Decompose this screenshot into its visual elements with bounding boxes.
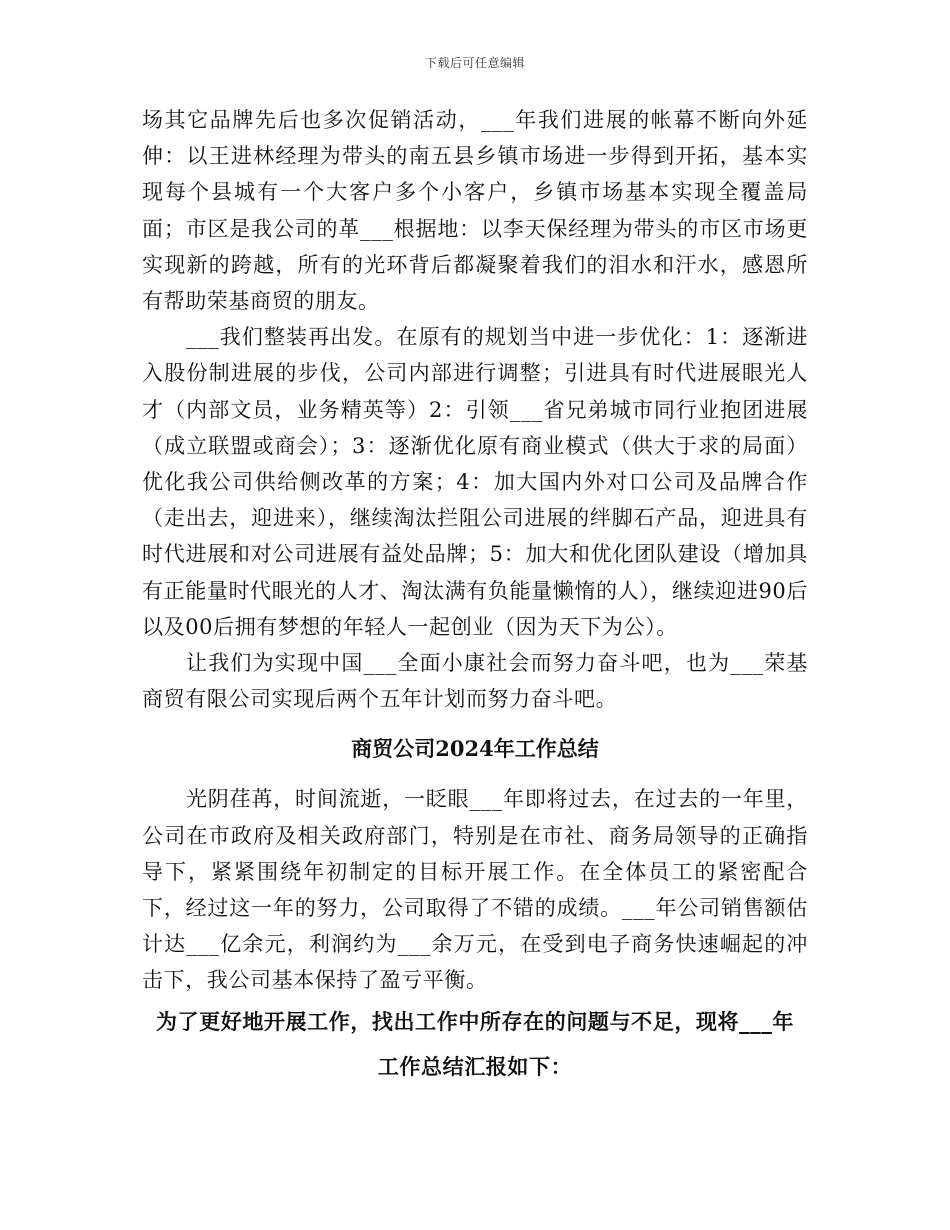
section-paragraph-1: 光阴荏苒，时间流逝，一眨眼___年即将过去，在过去的一年里，公司在市政府及相关政府部门，特别是在市社、商务局领导的正确指导下，紧紧围绕年初制定的目标开展工作。在全体员工的紧密配合下，经过这一年的努力，公司取得了不错的成绩。___年公司销售额估计达___亿余元，利润约为___余万元，在受到电子商务快速崛起的冲击下，我公司基本保持了盈亏平衡。 [142, 787, 808, 993]
body-paragraph-3: 让我们为实现中国___全面小康社会而努力奋斗吧，也为___荣基商贸有限公司实现后两个五年计划而努力奋斗吧。 [142, 651, 808, 712]
document-body [142, 102, 808, 1089]
body-paragraph-1: 场其它品牌先后也多次促销活动，___年我们进展的帐幕不断向外延伸：以王进林经理为带头的南五县乡镇市场进一步得到开拓，基本实现每个县城有一个大客户多个小客户，乡镇市场基本实现全覆盖局面；市区是我公司的革___根据地：以李天保经理为带头的市区市场更实现新的跨越，所有的光环背后都凝聚着我们的泪水和汗水，感恩所有帮助荣基商贸的朋友。 [142, 108, 808, 314]
section-bold-statement: 为了更好地开展工作，找出工作中所存在的问题与不足，现将___年工作总结汇报如下： [155, 1008, 795, 1079]
body-paragraph-2: ___我们整装再出发。在原有的规划当中进一步优化：1：逐渐进入股份制进展的步伐，公司内部进行调整；引进具有时代进展眼光人才（内部文员，业务精英等）2：引领___省兄弟城市同行业抱团进展（成立联盟或商会）；3：逐渐优化原有商业模式（供大于求的局面）优化我公司供给侧改革的方案；4：加大国内外对口公司及品牌合作（走出去，迎进来），继续淘汰拦阻公司进展的绊脚石产品，迎进具有时代进展和对公司进展有益处品牌；5：加大和优化团队建设（增加具有正能量时代眼光的人才、淘汰满有负能量懒惰的人），继续迎进90后以及00后拥有梦想的年轻人一起创业（因为天下为公）。 [142, 325, 808, 639]
section-title: 商贸公司2024年工作总结 [351, 736, 599, 762]
page-header: 下载后可任意编辑 [424, 56, 525, 70]
